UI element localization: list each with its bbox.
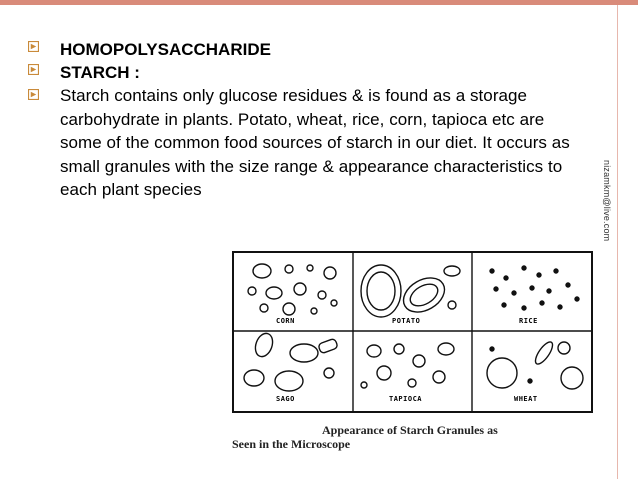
starch-granules-figure (232, 251, 597, 466)
caption-line-2: Seen in the Microscope (232, 437, 351, 451)
granule-drawing (234, 253, 591, 411)
bullet-item-2 (28, 61, 598, 84)
cell-label-tapioca: TAPIOCA (389, 395, 423, 403)
top-accent-bar (0, 0, 638, 5)
bullet-text-starch: STARCH : (60, 63, 140, 82)
granule-grid (232, 251, 593, 413)
checkbox-arrow-icon (28, 89, 39, 100)
checkbox-arrow-icon (28, 41, 39, 52)
cell-label-rice: RICE (519, 317, 538, 325)
cell-label-wheat: WHEAT (514, 395, 538, 403)
bullet-item-1 (28, 38, 598, 61)
figure-caption (232, 423, 592, 451)
right-divider (617, 5, 618, 479)
caption-line-1: Appearance of Starch Granules as (322, 423, 498, 437)
watermark-email: nizamkm@live.com (602, 160, 612, 242)
cell-label-corn: CORN (276, 317, 295, 325)
checkbox-arrow-icon (28, 64, 39, 75)
bullet-text-paragraph: Starch contains only glucose residues & is found as a storage carbohydrate in plants. Potato, wheat, rice, corn, tapioca etc are some of the common food sources of starch in our diet. It occurs as small granules with the size range & appearance characteristics to each plant species (60, 86, 570, 199)
cell-label-potato: POTATO (392, 317, 421, 325)
cell-label-sago: SAGO (276, 395, 295, 403)
bullet-list (28, 38, 598, 202)
bullet-text-heading: HOMOPOLYSACCHARIDE (60, 40, 271, 59)
bullet-item-3 (28, 84, 598, 202)
